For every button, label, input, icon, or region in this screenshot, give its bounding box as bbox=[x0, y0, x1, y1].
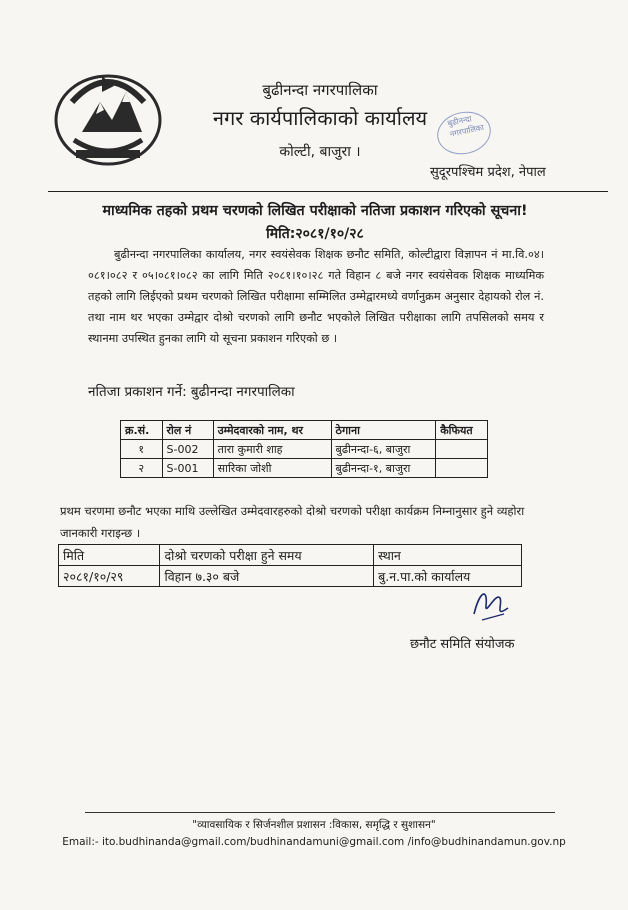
notice-title: माध्यमिक तहको प्रथम चरणको लिखित परीक्षाको नतिजा प्रकाशन गरिएको सूचना! bbox=[102, 203, 528, 219]
header-divider bbox=[48, 191, 608, 192]
schedule-row bbox=[59, 566, 522, 587]
stamp-label: बुढीनन्दा नगरपालिका bbox=[446, 114, 485, 139]
second-stage-text: प्रथम चरणमा छनौट भएका माथि उल्लेखित उम्मेदवारहरुको दोश्रो चरणको परीक्षा कार्यक्रम निम्नानुसार हुने व्यहोरा जानकारी गराइन्छ । bbox=[60, 504, 525, 540]
cell-time: विहान ७.३० बजे bbox=[160, 566, 374, 587]
footer-divider bbox=[85, 812, 555, 813]
cell-roll: S-002 bbox=[162, 440, 213, 459]
publisher-line: नतिजा प्रकाशन गर्ने: बुढीनन्दा नगरपालिका bbox=[88, 384, 295, 400]
footer-motto: "व्यावसायिक र सिर्जनशील प्रशासन :विकास, समृद्धि र सुशासन" bbox=[192, 819, 436, 831]
col-header-place: स्थान bbox=[374, 545, 522, 566]
col-header-name: उम्मेदवारको नाम, थर bbox=[213, 421, 331, 440]
office-address: कोल्टी, बाजुरा । bbox=[279, 144, 361, 160]
cell-date: २०८१/१०/२९ bbox=[59, 566, 160, 587]
handwritten-signature bbox=[470, 584, 512, 624]
notice-date: मिति:२०८१/१०/२८ bbox=[266, 226, 364, 242]
cell-address: बुढीनन्दा-१, बाजुरा bbox=[331, 459, 436, 478]
cell-place: बु.न.पा.को कार्यालय bbox=[374, 566, 522, 587]
col-header-sn: क्र.सं. bbox=[121, 421, 163, 440]
signer-title: छनौट समिति संयोजक bbox=[410, 637, 515, 652]
office-name: नगर कार्यपालिकाको कार्यालय bbox=[212, 106, 428, 130]
footer-email: Email:- ito.budhinanda@gmail.com/budhinandamuni@gmail.com /info@budhinandamun.gov.np bbox=[62, 836, 566, 848]
col-header-roll: रोल नं bbox=[162, 421, 213, 440]
table-row bbox=[121, 440, 488, 459]
cell-remarks bbox=[436, 459, 488, 478]
col-header-date: मिति bbox=[59, 545, 160, 566]
schedule-header-row bbox=[59, 545, 522, 566]
results-table bbox=[120, 420, 488, 478]
cell-name: तारा कुमारी शाह bbox=[213, 440, 331, 459]
schedule-table bbox=[58, 544, 522, 587]
col-header-time: दोश्रो चरणको परीक्षा हुने समय bbox=[160, 545, 374, 566]
cell-name: सारिका जोशी bbox=[213, 459, 331, 478]
province-label: सुदूरपश्चिम प्रदेश, नेपाल bbox=[430, 165, 546, 180]
nepal-emblem-logo bbox=[52, 62, 164, 167]
org-name: बुढीनन्दा नगरपालिका bbox=[262, 81, 378, 99]
cell-roll: S-001 bbox=[162, 459, 213, 478]
cell-remarks bbox=[436, 440, 488, 459]
table-header-row bbox=[121, 421, 488, 440]
notice-body: बुढीनन्दा नगरपालिका कार्यालय, नगर स्वयंसेवक शिक्षक छनौट समिति, कोल्टीद्वारा विज्ञापन नं मा.वि.०४।०८१।०८२ र ०५।०८१।०८२ का लागि मिति २०८१।१०।२८ गते विहान ८ बजे नगर स्वयंसेवक शिक्षक माध्यमिक तहको लागि लिईएको प्रथम चरणको लिखित परीक्षामा सम्मिलित उम्मेद्वारमध्ये वर्णानुक्रम अनुसार देहायको रोल नं. तथा नाम थर भएका उम्मेद्वार दोश्रो चरणको लागि छनौट भएकोले लिखित परीक्षाका लागि तपसिलको समय र स्थानमा उपस्थित हुनका लागि यो सूचना प्रकाशन गरिएको छ । bbox=[88, 248, 544, 345]
office-stamp bbox=[433, 107, 495, 159]
cell-address: बुढीनन्दा-६, बाजुरा bbox=[331, 440, 436, 459]
col-header-address: ठेगाना bbox=[331, 421, 436, 440]
cell-sn: २ bbox=[121, 459, 163, 478]
col-header-remarks: कैफियत bbox=[436, 421, 488, 440]
table-row bbox=[121, 459, 488, 478]
cell-sn: १ bbox=[121, 440, 163, 459]
